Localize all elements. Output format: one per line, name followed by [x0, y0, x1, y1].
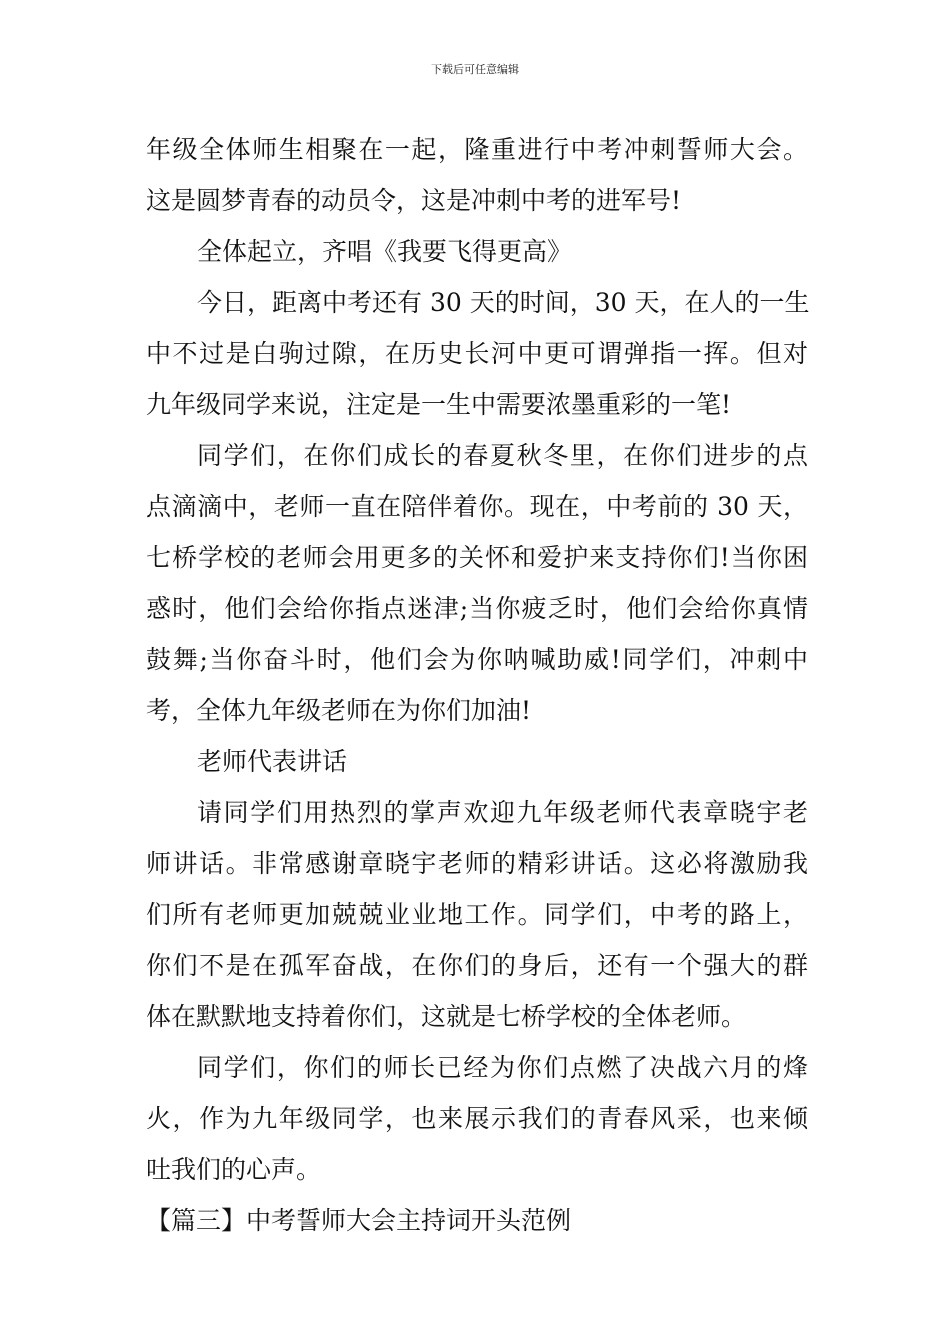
text-line: 九年级同学来说，注定是一生中需要浓墨重彩的一笔! [146, 390, 732, 419]
text-line: 火，作为九年级同学，也来展示我们的青春风采，也来倾 [146, 1104, 808, 1133]
text-line: 考，全体九年级老师在为你们加油! [146, 696, 532, 725]
text-line: 中不过是白驹过隙，在历史长河中更可谓弹指一挥。但对 [146, 339, 808, 368]
text-line: 这是圆梦青春的动员令，这是冲刺中考的进军号! [146, 186, 682, 215]
text-line: 全体起立，齐唱《我要飞得更高》 [197, 237, 573, 266]
text-line: 师讲话。非常感谢章晓宇老师的精彩讲话。这必将激励我 [146, 849, 808, 878]
text-line: 惑时，他们会给你指点迷津;当你疲乏时，他们会给你真情 [146, 594, 808, 623]
text-line: 体在默默地支持着你们，这就是七桥学校的全体老师。 [146, 1002, 747, 1031]
text-line: 点滴滴中，老师一直在陪伴着你。现在，中考前的 30 天， [146, 492, 808, 521]
page-header: 下载后可任意编辑 [431, 63, 519, 76]
text-line: 七桥学校的老师会用更多的关怀和爱护来支持你们!当你困 [146, 543, 808, 572]
text-line: 年级全体师生相聚在一起，隆重进行中考冲刺誓师大会。 [146, 135, 808, 164]
text-line: 请同学们用热烈的掌声欢迎九年级老师代表章晓宇老 [197, 798, 808, 827]
chapter-title: 【篇三】中考誓师大会主持词开头范例 [146, 1206, 572, 1235]
text-line: 同学们，你们的师长已经为你们点燃了决战六月的烽 [197, 1053, 808, 1082]
document-body [146, 124, 808, 1246]
text-line: 鼓舞;当你奋斗时，他们会为你呐喊助威!同学们，冲刺中 [146, 645, 808, 674]
text-line: 们所有老师更加兢兢业业地工作。同学们，中考的路上， [146, 900, 808, 929]
text-line: 吐我们的心声。 [146, 1155, 322, 1184]
text-line: 同学们，在你们成长的春夏秋冬里，在你们进步的点 [197, 441, 808, 470]
section-heading: 老师代表讲话 [197, 747, 348, 776]
text-line: 今日，距离中考还有 30 天的时间，30 天，在人的一生 [197, 288, 810, 317]
text-line: 你们不是在孤军奋战，在你们的身后，还有一个强大的群 [146, 951, 808, 980]
